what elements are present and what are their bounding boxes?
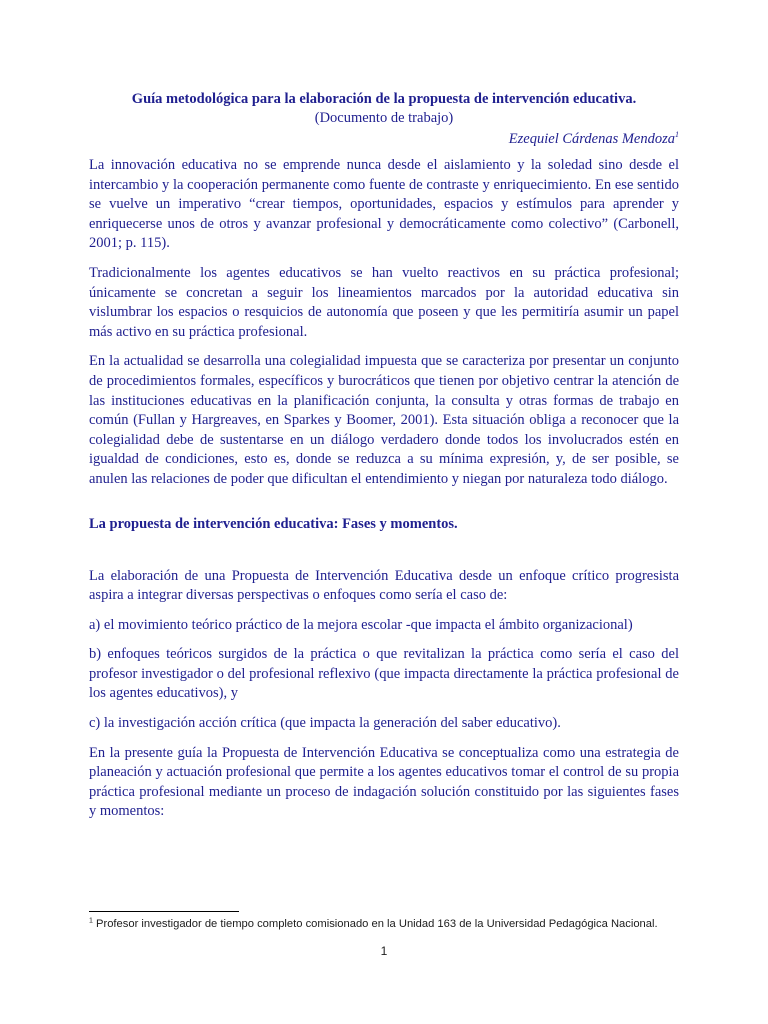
author-line bbox=[89, 130, 679, 149]
footnote-divider bbox=[89, 911, 239, 912]
section-heading: La propuesta de intervención educativa: Fases y momentos. bbox=[89, 515, 458, 532]
paragraph-intro-2: Tradicionalmente los agentes educativos se han vuelto reactivos en su práctica profesional; únicamente se concretan a seguir los lineamientos marcados por la autoridad educativa sin vislumbrar los espacios o resquicios de autonomía que poseen y que les permitiría asumir un papel más activo en su práctica profesional. bbox=[89, 264, 679, 340]
document-subtitle: (Documento de trabajo) bbox=[314, 110, 454, 126]
paragraph-section-2: En la presente guía la Propuesta de Intervención Educativa se conceptualiza como una estrategia de planeación y actuación profesional que permite a los agentes educativos tomar el control de su propia práctica profesional mediante un proceso de indagación solución constituido por las siguientes fases y momentos: bbox=[89, 744, 679, 820]
paragraph-section-1: La elaboración de una Propuesta de Intervención Educativa desde un enfoque crítico progresista aspira a integrar diversas perspectivas o enfoques como sería el caso de: bbox=[89, 567, 679, 604]
author-footnote-ref[interactable]: 1 bbox=[675, 130, 679, 140]
page-content bbox=[89, 90, 679, 832]
document-title: Guía metodológica para la elaboración de la propuesta de intervención educativa. bbox=[131, 91, 637, 107]
footnote-marker: 1 bbox=[89, 917, 93, 925]
list-item-a: a) el movimiento teórico práctico de la mejora escolar -que impacta el ámbito organizacional) bbox=[89, 616, 633, 633]
list-item-b: b) enfoques teóricos surgidos de la práctica o que revitalizan la práctica como sería el caso del profesor investigador o del profesional reflexivo (que impacta directamente la práctica profesional de los agentes educativos), y bbox=[89, 646, 679, 702]
author-name: Ezequiel Cárdenas Mendoza bbox=[508, 131, 675, 147]
page-number: 1 bbox=[380, 944, 388, 958]
footnote-text: Profesor investigador de tiempo completo comisionado en la Unidad 163 de la Universidad Pedagógica Nacional. bbox=[92, 918, 658, 930]
paragraph-intro-3: En la actualidad se desarrolla una colegialidad impuesta que se caracteriza por presentar un conjunto de procedimientos formales, específicos y burocráticos que tienen por objetivo centrar la atención de las instituciones educativas en la planificación conjunta, la consulta y otras formas de trabajo en común (Fullan y Hargreaves, en Sparkes y Boomer, 2001). Esta situación obliga a reconocer que la colegialidad debe de sustentarse en un diálogo verdadero donde todos los involucrados estén en igualdad de condiciones, esto es, donde se reduzca a su mínima expresión, y, de ser posible, se anulen las relaciones de poder que dificultan el entendimiento y niegan por naturaleza todo diálogo. bbox=[89, 353, 679, 487]
footnote bbox=[89, 917, 689, 931]
list-item-c: c) la investigación acción crítica (que impacta la generación del saber educativo). bbox=[89, 715, 561, 732]
paragraph-intro-1: La innovación educativa no se emprende nunca desde el aislamiento y la soledad sino desde el intercambio y la cooperación permanente como fuente de contraste y enriquecimiento. En ese sentido se vuelve un imperativo “crear tiempos, oportunidades, espacios y estímulos para aprender y enriquecerse unos de otros y avanzar profesional y democráticamente como colectivo” (Carbonell, 2001; p. 115). bbox=[89, 157, 679, 252]
